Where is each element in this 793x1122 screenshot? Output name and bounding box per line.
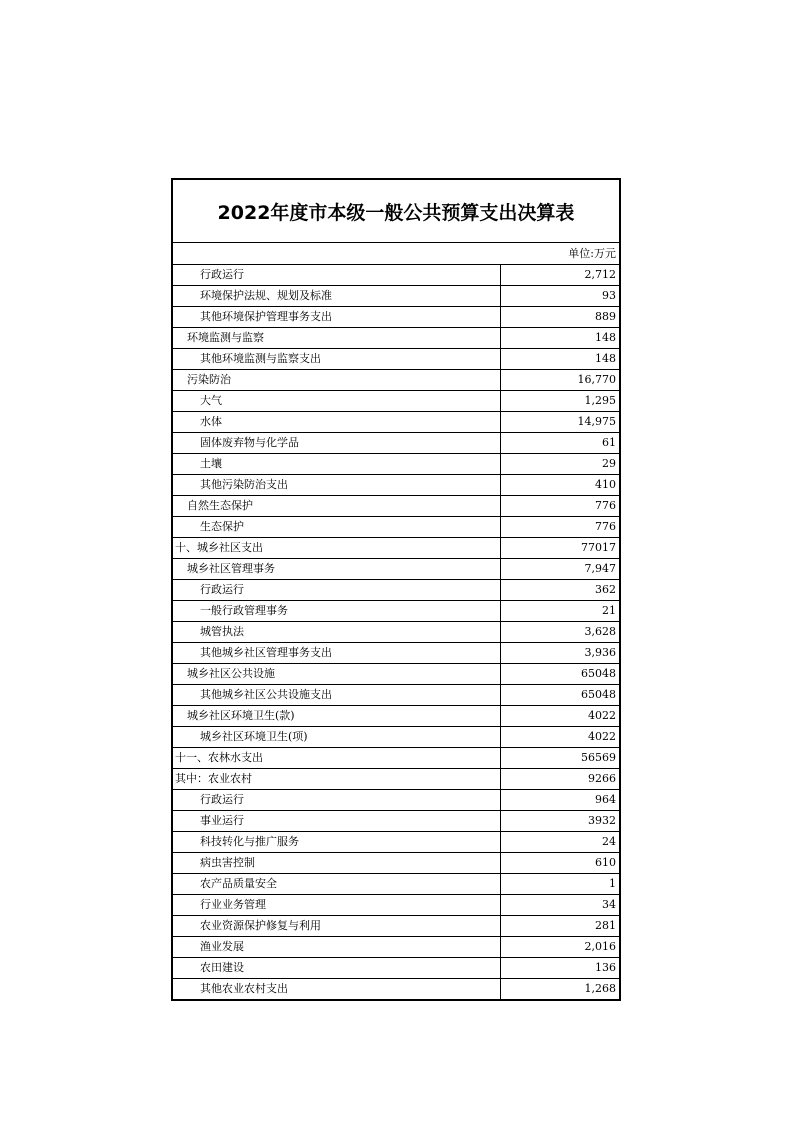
- row-item-amount: 889: [501, 307, 620, 328]
- row-item-amount: 2,712: [501, 265, 620, 286]
- row-item-name: 十一、农林水支出: [173, 748, 501, 769]
- row-item-amount: 776: [501, 517, 620, 538]
- table-row: [173, 832, 619, 853]
- table-row: [173, 706, 619, 727]
- row-item-amount: 776: [501, 496, 620, 517]
- table-row: [173, 349, 619, 370]
- unit-label: 单位:万元: [173, 243, 619, 265]
- row-item-name: 环境监测与监察: [173, 328, 501, 349]
- row-item-amount: 362: [501, 580, 620, 601]
- table-row: [173, 370, 619, 391]
- table-row: [173, 727, 619, 748]
- row-item-name: 农产品质量安全: [173, 874, 501, 895]
- table-row: [173, 769, 619, 790]
- row-item-name: 其中：农业农村: [173, 769, 501, 790]
- row-item-amount: 281: [501, 916, 620, 937]
- row-item-name: 行政运行: [173, 790, 501, 811]
- row-item-name: 农田建设: [173, 958, 501, 979]
- page-title: 2022年度市本级一般公共预算支出决算表: [173, 180, 619, 243]
- row-item-name: 其他污染防治支出: [173, 475, 501, 496]
- row-item-amount: 14,975: [501, 412, 620, 433]
- table-row: [173, 328, 619, 349]
- table-row: [173, 874, 619, 895]
- table-row: [173, 937, 619, 958]
- row-item-name: 自然生态保护: [173, 496, 501, 517]
- row-item-name: 生态保护: [173, 517, 501, 538]
- table-row: [173, 790, 619, 811]
- row-item-amount: 1,268: [584, 982, 616, 995]
- table-row: [173, 559, 619, 580]
- table-body: [173, 265, 619, 999]
- row-item-amount: 61: [501, 433, 620, 454]
- row-item-amount: 148: [501, 349, 620, 370]
- table-row: [173, 454, 619, 475]
- row-item-amount: 16,770: [501, 370, 620, 391]
- row-item-amount: 9266: [501, 769, 620, 790]
- row-item-name: 行政运行: [173, 265, 501, 286]
- table-row: [173, 538, 619, 559]
- row-item-amount: 136: [501, 958, 620, 979]
- row-item-name: 渔业发展: [173, 937, 501, 958]
- row-item-name: 土壤: [173, 454, 501, 475]
- table-row: [173, 286, 619, 307]
- row-item-name: 行业业务管理: [173, 895, 501, 916]
- row-item-amount: 3,936: [501, 643, 620, 664]
- row-item-amount: 65048: [501, 664, 620, 685]
- row-item-name: 城乡社区公共设施: [173, 664, 501, 685]
- table-row: [173, 601, 619, 622]
- row-item-amount: 34: [501, 895, 620, 916]
- table-row: [173, 265, 619, 286]
- row-item-amount: 148: [501, 328, 620, 349]
- row-item-name: 城乡社区环境卫生(项): [173, 727, 501, 748]
- row-item-amount: 65048: [501, 685, 620, 706]
- row-item-amount: 24: [501, 832, 620, 853]
- table-row: [173, 979, 619, 1000]
- row-item-amount: 4022: [501, 706, 620, 727]
- row-item-amount: 56569: [501, 748, 620, 769]
- table-row: [173, 412, 619, 433]
- row-item-name: 城乡社区管理事务: [173, 559, 501, 580]
- row-item-name: 城乡社区环境卫生(款): [173, 706, 501, 727]
- row-item-name: 事业运行: [173, 811, 501, 832]
- row-item-amount: 7,947: [501, 559, 620, 580]
- row-item-amount: 77017: [501, 538, 620, 559]
- row-item-amount: 4022: [501, 727, 620, 748]
- table-row: [173, 517, 619, 538]
- table-row: [173, 391, 619, 412]
- table-row: [173, 475, 619, 496]
- row-item-name: 农业资源保护修复与利用: [173, 916, 501, 937]
- row-item-amount: 964: [501, 790, 620, 811]
- budget-table-sheet: [171, 178, 621, 1001]
- row-item-name: 城管执法: [173, 622, 501, 643]
- table-row: [173, 307, 619, 328]
- row-item-amount: 29: [501, 454, 620, 475]
- table-row: [173, 895, 619, 916]
- row-item-amount: 93: [501, 286, 620, 307]
- row-item-name: 其他环境监测与监察支出: [173, 349, 501, 370]
- row-item-name: 十、城乡社区支出: [173, 538, 501, 559]
- table-row: [173, 622, 619, 643]
- row-item-name: 科技转化与推广服务: [173, 832, 501, 853]
- row-item-name: 污染防治: [173, 370, 501, 391]
- row-item-amount: 21: [501, 601, 620, 622]
- expenditure-table: [173, 265, 619, 999]
- row-item-name: 固体废弃物与化学品: [173, 433, 501, 454]
- table-row: [173, 811, 619, 832]
- table-row: [173, 748, 619, 769]
- table-row: [173, 643, 619, 664]
- row-item-name: 其他城乡社区公共设施支出: [173, 685, 501, 706]
- row-item-amount: 610: [501, 853, 620, 874]
- row-item-name: 病虫害控制: [173, 853, 501, 874]
- row-item-name: 行政运行: [173, 580, 501, 601]
- row-item-name: 环境保护法规、规划及标准: [173, 286, 501, 307]
- row-item-name: 其他城乡社区管理事务支出: [173, 643, 501, 664]
- row-item-amount: 3932: [501, 811, 620, 832]
- row-item-name: 其他环境保护管理事务支出: [173, 307, 501, 328]
- table-row: [173, 433, 619, 454]
- table-row: [173, 496, 619, 517]
- row-item-amount: 1: [501, 874, 620, 895]
- row-item-name: 其他农业农村支出: [173, 979, 501, 1000]
- table-row: [173, 685, 619, 706]
- table-row: [173, 664, 619, 685]
- row-item-amount: 2,016: [501, 937, 620, 958]
- table-row: [173, 853, 619, 874]
- table-row: [173, 916, 619, 937]
- table-row: [173, 958, 619, 979]
- row-item-name: 水体: [173, 412, 501, 433]
- row-item-name: 大气: [173, 391, 501, 412]
- row-item-name: 一般行政管理事务: [173, 601, 501, 622]
- table-row: [173, 580, 619, 601]
- row-item-amount: 410: [501, 475, 620, 496]
- row-item-amount: 1,295: [501, 391, 620, 412]
- row-item-amount: 3,628: [501, 622, 620, 643]
